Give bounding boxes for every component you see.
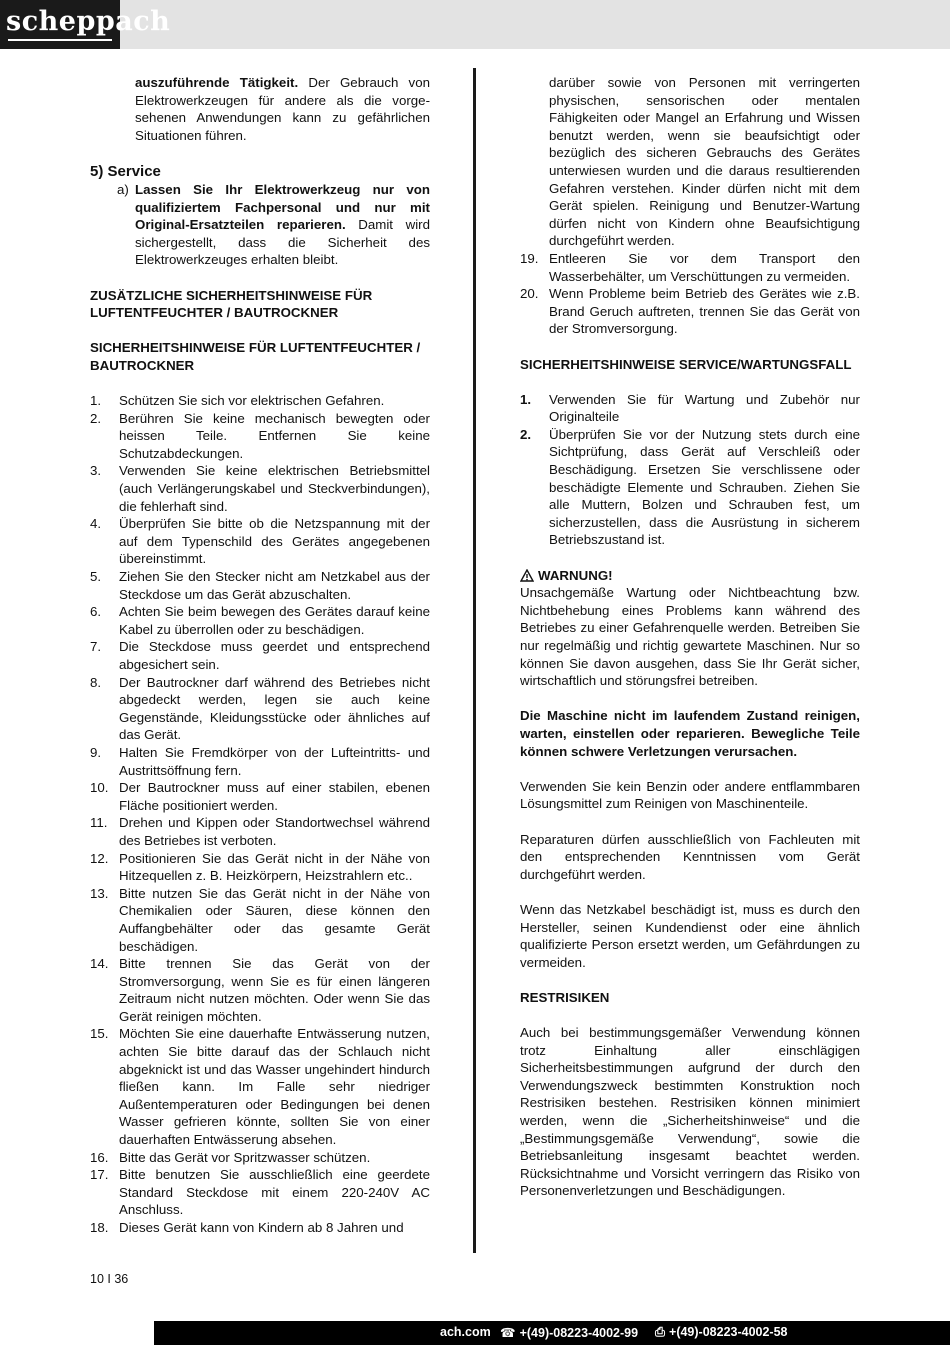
list-item bbox=[520, 426, 860, 549]
intro-paragraph bbox=[90, 74, 430, 144]
list-item-number: 4. bbox=[90, 516, 102, 532]
list-item bbox=[90, 392, 430, 410]
list-item bbox=[520, 391, 860, 426]
list-item bbox=[90, 955, 430, 1025]
logo-text: scheppach bbox=[6, 6, 171, 37]
repair-paragraph: Reparaturen dürfen ausschließlich von Fachleuten mit den entsprechenden Kenntnissen vom Gerät durchgeführt werden. bbox=[520, 831, 860, 882]
list-item bbox=[90, 814, 430, 849]
list-item-number: 19. bbox=[520, 250, 539, 266]
footer-fax-number: +(49)-08223-4002-58 bbox=[669, 1325, 788, 1339]
list-item-number: 17. bbox=[90, 1167, 109, 1183]
list-item-number: 2. bbox=[90, 410, 102, 426]
list-item-number: 10. bbox=[90, 780, 109, 796]
logo-underline bbox=[8, 39, 112, 41]
list-item-number: 12. bbox=[90, 850, 109, 866]
list-item bbox=[520, 285, 860, 338]
list-item-text: Ziehen Sie den Stecker nicht am Netzkabel aus der Steckdose um das Gerät abzuschalten. bbox=[119, 569, 430, 602]
list-item-text: Bitte nutzen Sie das Gerät nicht in der Nähe von Chemikalien oder Säuren, diese können den Auffangbehälter oder das gesamte Gerät beschädigen. bbox=[119, 885, 430, 954]
footer-phone bbox=[500, 1325, 638, 1340]
list-item-text: Achten Sie beim bewegen des Gerätes darauf keine Kabel zu überrollen oder zu beschädigen. bbox=[119, 604, 430, 637]
warning-heading bbox=[520, 567, 860, 585]
service-list bbox=[520, 391, 860, 549]
list-item-number: 13. bbox=[90, 885, 109, 901]
heading-additional-safety: ZUSÄTZLICHE SICHERHEITSHINWEISE FÜR LUFTENTFEUCHTER / BAUTROCKNER bbox=[90, 287, 373, 321]
list-item-text: Halten Sie Fremdkörper von der Lufteintritts- und Austrittsöffnung fern. bbox=[119, 744, 430, 778]
list-item-text: Die Steckdose muss geerdet und entsprechend abgesichert sein. bbox=[119, 639, 430, 672]
footer-website[interactable]: ach.com bbox=[440, 1325, 491, 1339]
list-item-text: Drehen und Kippen oder Standortwechsel während des Betriebes ist verboten. bbox=[119, 815, 430, 848]
warning-text: Unsachgemäße Wartung oder Nichtbeachtung bzw. Nichtbehebung eines Problems kann während des Betriebes zu einer Gefahrenquelle werden. Betreiben Sie nur regelmäßig und richtig gewartete Maschinen. Nur so können Sie davon ausgehen, dass Sie Ihr Gerät sicher, wirtschaftlich und störungsfrei betreiben. bbox=[520, 585, 860, 689]
warning-title: WARNUNG! bbox=[538, 567, 613, 583]
list-item-text: Verwenden Sie für Wartung und Zubehör nur Originalteile bbox=[549, 391, 860, 425]
list-item bbox=[90, 568, 430, 603]
list-item-number: 2. bbox=[520, 426, 532, 442]
service-item-marker: a) bbox=[117, 181, 129, 197]
list-item-text: Bitte benutzen Sie ausschließlich eine geerdete Standard Steckdose mit einem 220-240V AC Anschluss. bbox=[119, 1167, 430, 1218]
list-item bbox=[90, 603, 430, 638]
list-item-text: Der Bautrockner muss auf einer stabilen, ebenen Fläche positioniert werden. bbox=[119, 780, 430, 813]
list-item bbox=[90, 1219, 430, 1237]
list-item-text: Entleeren Sie vor dem Transport den Wasserbehälter, um Verschüttungen zu vermeiden. bbox=[549, 250, 860, 284]
service-title: 5) Service bbox=[90, 162, 161, 180]
item-18-continuation: darüber sowie von Personen mit verringerten physischen, sensorischen oder mentalen Fähigkeiten oder Mangel an Erfahrung und Wissen benutzt werden, wenn sie beaufsichtigt oder bezüglich des sicheren Gebrauchs des Gerätes unterwiesen wurden und die daraus resultierenden Gefahren verstehen. Kinder dürfen nicht mit dem Gerät spielen. Reinigung und Benutzer-Wartung dürfen nicht von Kindern ohne Beaufsichtigung durchgeführt werden. bbox=[549, 75, 860, 249]
list-item bbox=[90, 638, 430, 673]
list-item-number: 6. bbox=[90, 604, 102, 620]
phone-icon: ☎ bbox=[500, 1326, 516, 1340]
bold-warning-paragraph: Die Maschine nicht im laufendem Zustand reinigen, warten, einstellen oder reparieren. Bewegliche Teile können schwere Verletzungen verursachen. bbox=[520, 708, 860, 759]
list-item-text: Wenn Probleme beim Betrieb des Gerätes wie z.B. Brand Geruch auftreten, trennen Sie das Gerät von der Stromversorgung. bbox=[549, 286, 860, 337]
list-item bbox=[90, 515, 430, 568]
list-item-number: 14. bbox=[90, 956, 109, 972]
fax-icon: ⎙ bbox=[655, 1325, 666, 1339]
list-item-text: Bitte das Gerät vor Spritzwasser schützen. bbox=[119, 1149, 371, 1165]
residual-risks-paragraph: Auch bei bestimmungsgemäßer Verwendung können trotz Einhaltung aller einschlägigen Sicherheitsbestimmungen aufgrund der durch den Verwendungszweck bestimmten Konstruktion noch Restrisiken bestehen. Restrisiken können minimiert werden, wenn die „Sicherheitshinweise“ und die „Bestimmungsgemäße Verwendung“, sowie die Betriebsanleitung insgesamt beachtet werden. Rücksichtnahme und Vorsicht verringern das Risiko von Personenverletzungen und Beschädigungen. bbox=[520, 1025, 860, 1199]
heading-safety-dehumidifier: SICHERHEITSHINWEISE FÜR LUFTENTFEUCHTER / BAUTROCKNER bbox=[90, 340, 421, 373]
list-item bbox=[90, 410, 430, 463]
list-item bbox=[90, 1149, 430, 1167]
intro-rest: Der Gebrauch von Elektrowerkzeugen für andere als die vorgesehenen Anwendungen kann zu gefährlichen Situationen führen. bbox=[135, 75, 430, 143]
footer-phone-number: +(49)-08223-4002-99 bbox=[519, 1326, 639, 1340]
footer-white-block bbox=[0, 1321, 154, 1345]
page-number: 10 I 36 bbox=[90, 1272, 129, 1286]
list-item bbox=[90, 1166, 430, 1219]
safety-list bbox=[90, 392, 430, 1237]
list-item-number: 3. bbox=[90, 463, 102, 479]
list-item-text: Dieses Gerät kann von Kindern ab 8 Jahren und bbox=[119, 1220, 404, 1235]
list-item-text: Überprüfen Sie vor der Nutzung stets durch eine Sichtprüfung, dass Gerät auf Verschleiß oder Beschädigung. Ersetzen Sie verschlissene oder beschädigte Elemente und Schrauben. Ziehen Sie alle Muttern, Bolzen und Schrauben fest, um sicherzustellen, dass die Ausrüstung in sicherem Betriebszustand ist. bbox=[549, 426, 860, 548]
list-item bbox=[90, 850, 430, 885]
list-item-text: Verwenden Sie keine elektrischen Betriebsmittel (auch Verlängerungskabel und Steckverbindungen), die fehlerhaft sind. bbox=[119, 463, 430, 514]
list-item-text: Möchten Sie eine dauerhafte Entwässerung nutzen, achten Sie bitte darauf das der Schlauch nicht abgeknickt ist und das Wasser ungehindert hindurch fließen kann. Im Falle sehr niedriger Außentemperaturen oder Bedingungen bei denen Wasser gefrieren könnte, sollten Sie von einer dauerhaften Entwässerung absehen. bbox=[119, 1026, 430, 1148]
list-item-number: 16. bbox=[90, 1149, 109, 1165]
service-item-rest: Damit wird sichergestellt, dass die Sicherheit des Elektrowerkzeuges erhalten bleibt. bbox=[135, 217, 430, 268]
intro-bold: auszuführende Tätigkeit. bbox=[135, 75, 299, 90]
list-item-number: 8. bbox=[90, 674, 102, 690]
right-column bbox=[520, 74, 860, 1200]
list-item-number: 11. bbox=[90, 815, 108, 831]
list-item-text: Berühren Sie keine mechanisch bewegten oder heissen Teile. Entfernen Sie keine Schutzabdeckungen. bbox=[119, 410, 430, 461]
list-item-text: Der Bautrockner darf während des Betriebes nicht abgedeckt werden, legen sie auch keine Gegenstände, Kleidungsstücke oder ähnliches auf das Gerät. bbox=[119, 674, 430, 743]
list-item-number: 15. bbox=[90, 1026, 109, 1042]
list-item-number: 20. bbox=[520, 286, 539, 302]
list-item bbox=[90, 744, 430, 779]
list-item-number: 7. bbox=[90, 639, 102, 655]
list-item-text: Bitte trennen Sie das Gerät von der Stromversorgung, wenn Sie es für einen längeren Zeitraum nicht nutzen möchten. Oder wenn Sie das Gerät reinigen möchten. bbox=[119, 956, 430, 1024]
list-item bbox=[90, 462, 430, 515]
solvent-paragraph: Verwenden Sie kein Benzin oder andere entflammbaren Lösungsmittel zum Reinigen von Maschinenteile. bbox=[520, 778, 860, 812]
column-divider bbox=[473, 68, 476, 1253]
list-item-number: 5. bbox=[90, 569, 102, 585]
safety-list-continued bbox=[520, 250, 860, 338]
heading-residual-risks: RESTRISIKEN bbox=[520, 989, 610, 1005]
list-item bbox=[90, 779, 430, 814]
left-column bbox=[90, 74, 430, 1237]
list-item-number: 1. bbox=[90, 393, 102, 409]
list-item-number: 18. bbox=[90, 1220, 109, 1235]
brand-logo bbox=[0, 0, 171, 49]
list-item-number: 1. bbox=[520, 391, 532, 407]
list-item bbox=[90, 674, 430, 744]
service-item-a bbox=[90, 181, 430, 269]
list-item-text: Überprüfen Sie bitte ob die Netzspannung mit der auf dem Typenschild des Gerätes angegebenen übereinstimmt. bbox=[119, 516, 430, 567]
list-item bbox=[90, 885, 430, 955]
warning-triangle-icon bbox=[520, 569, 534, 582]
list-item-text: Schützen Sie sich vor elektrischen Gefahren. bbox=[119, 393, 385, 409]
power-cable-paragraph: Wenn das Netzkabel beschädigt ist, muss es durch den Hersteller, seinen Kundendienst oder eine ähnlich qualifizierte Person ersetzt werden, um Gefährdungen zu vermeiden. bbox=[520, 901, 860, 970]
list-item-text: Positionieren Sie das Gerät nicht in der Nähe von Hitzequellen z. B. Heizkörpern, Heizstrahlern etc.. bbox=[119, 850, 430, 884]
service-item-bold: Lassen Sie Ihr Elektrowerkzeug nur von qualifiziertem Fachpersonal und nur mit Original-Ersatzteilen reparieren. bbox=[135, 181, 430, 233]
list-item bbox=[520, 250, 860, 285]
list-item bbox=[90, 1025, 430, 1148]
footer-fax bbox=[655, 1325, 788, 1340]
heading-service-maintenance: SICHERHEITSHINWEISE SERVICE/WARTUNGSFALL bbox=[520, 356, 852, 372]
list-item-number: 9. bbox=[90, 744, 102, 760]
